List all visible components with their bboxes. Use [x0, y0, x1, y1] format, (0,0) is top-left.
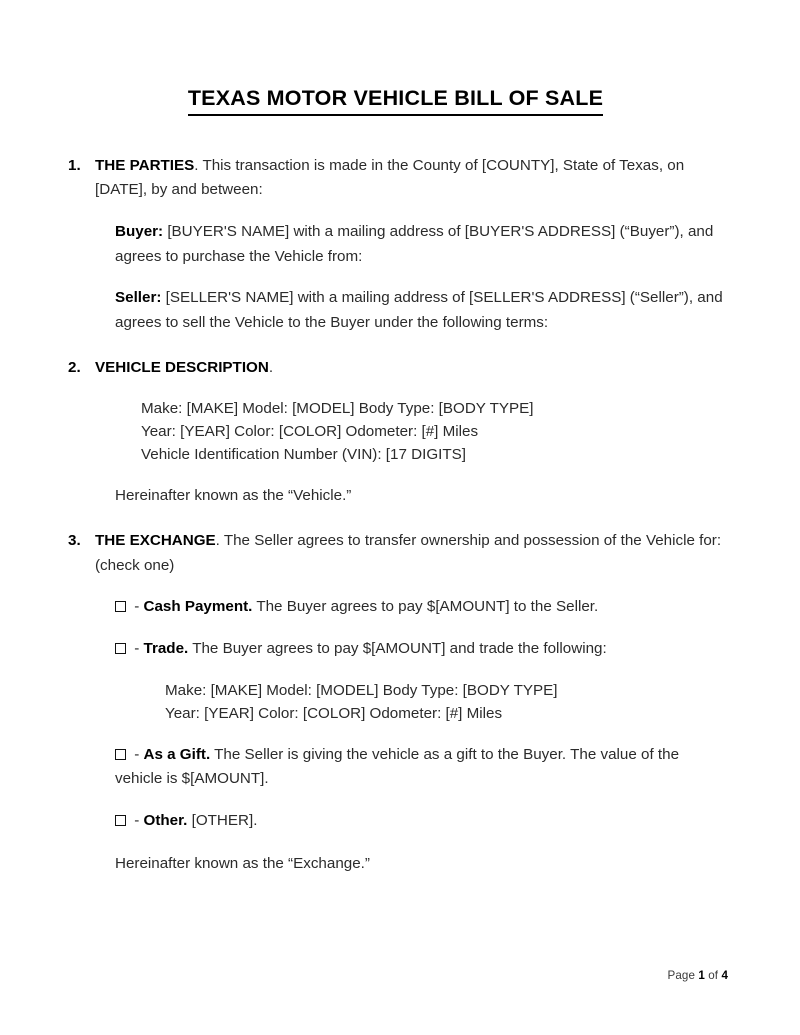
section-the-exchange — [68, 529, 723, 578]
page-footer-middle: of — [704, 969, 722, 982]
checkbox-empty-icon[interactable] — [115, 643, 126, 654]
option-trade-label: Trade. — [143, 639, 189, 657]
section-number-1: 1. — [68, 156, 81, 174]
option-other-text: [OTHER]. — [187, 812, 258, 830]
buyer-label: Buyer: — [115, 223, 164, 241]
option-other-label: Other. — [143, 812, 188, 830]
page-title — [68, 86, 723, 116]
option-as-a-gift-text: The Seller is giving the vehicle as a gift to the Buyer. The value of the vehicle is $[AMOUNT]. — [115, 745, 680, 788]
section-3-heading: THE EXCHANGE — [95, 532, 216, 550]
option-cash-payment-label: Cash Payment. — [143, 598, 253, 616]
option-cash-payment[interactable] — [115, 595, 723, 620]
page-footer-current: 1 — [698, 969, 705, 982]
page-footer-prefix: Page — [667, 969, 699, 982]
vehicle-detail-line-2: Year: [YEAR] Color: [COLOR] Odometer: [#] Miles — [141, 423, 479, 441]
trade-detail-line-2: Year: [YEAR] Color: [COLOR] Odometer: [#] Miles — [165, 704, 503, 722]
section-number-3: 3. — [68, 532, 81, 550]
section-3-paragraph — [95, 529, 723, 578]
section-2-paragraph — [95, 356, 723, 381]
option-as-a-gift-label: As a Gift. — [143, 745, 211, 763]
buyer-text: [BUYER'S NAME] with a mailing address of [BUYER'S ADDRESS] (“Buyer”), and agrees to purchase the Vehicle from: — [115, 223, 714, 265]
option-separator: - — [130, 812, 144, 830]
vehicle-detail-line-1: Make: [MAKE] Model: [MODEL] Body Type: [BODY TYPE] — [141, 400, 534, 418]
checkbox-empty-icon[interactable] — [115, 601, 126, 612]
option-separator: - — [130, 745, 144, 763]
section-vehicle-description — [68, 356, 723, 381]
section-1-paragraph — [95, 154, 723, 203]
section-2-heading: VEHICLE DESCRIPTION — [95, 358, 269, 376]
checkbox-empty-icon[interactable] — [115, 815, 126, 826]
page-footer — [668, 969, 728, 982]
option-trade[interactable] — [115, 637, 723, 662]
section-3-body-text: . The Seller agrees to transfer ownership and possession of the Vehicle for: (check one) — [95, 532, 722, 574]
section-2-body-text: . — [268, 358, 274, 376]
seller-label: Seller: — [115, 289, 162, 307]
page-title-text: TEXAS MOTOR VEHICLE BILL OF SALE — [188, 86, 603, 116]
option-separator: - — [130, 639, 144, 657]
option-separator: - — [130, 598, 144, 616]
option-trade-text: The Buyer agrees to pay $[AMOUNT] and trade the following: — [188, 639, 607, 657]
trade-detail-line-1: Make: [MAKE] Model: [MODEL] Body Type: [BODY TYPE] — [165, 681, 558, 699]
section-1-body-text: . This transaction is made in the County of [COUNTY], State of Texas, on [DATE], by and between: — [95, 156, 685, 199]
page-footer-total: 4 — [721, 969, 728, 982]
option-other[interactable] — [115, 809, 723, 834]
vehicle-detail-line-3: Vehicle Identification Number (VIN): [17 DIGITS] — [141, 446, 466, 464]
section-the-parties — [68, 154, 723, 203]
seller-text: [SELLER'S NAME] with a mailing address of [SELLER'S ADDRESS] (“Seller”), and agrees to sell the Vehicle to the Buyer under the following terms: — [115, 289, 723, 331]
exchange-hereinafter-text: Hereinafter known as the “Exchange.” — [115, 854, 370, 872]
option-cash-payment-text: The Buyer agrees to pay $[AMOUNT] to the Seller. — [252, 598, 599, 616]
section-number-2: 2. — [68, 358, 81, 376]
checkbox-empty-icon[interactable] — [115, 749, 126, 760]
seller-paragraph — [115, 286, 723, 335]
vehicle-hereinafter-text: Hereinafter known as the “Vehicle.” — [115, 487, 352, 505]
option-as-a-gift[interactable] — [115, 743, 723, 792]
buyer-paragraph — [115, 220, 723, 269]
section-1-heading: THE PARTIES — [95, 156, 195, 174]
document-body — [68, 86, 723, 876]
